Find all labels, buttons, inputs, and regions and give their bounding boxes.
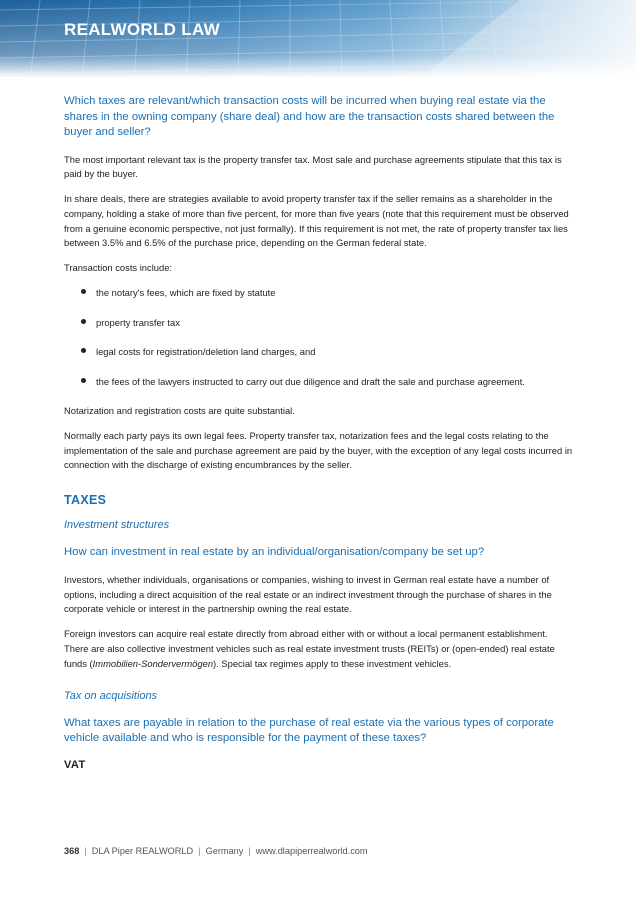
question-share-deal-taxes: Which taxes are relevant/which transaction costs will be incurred when buying real estate via the shares in the owning company (share deal) and how are the transaction costs shared between the buyer and seller? [64, 95, 555, 138]
paragraph: In share deals, there are strategies available to avoid property transfer tax if the seller remains as a shareholder in the company, holding a stake of more than five percent, for more than five years (note that this requirement must be observed from a genuine economic perspective, not just formally). If this requirement is not met, the rate of property transfer tax lies between 3.5% and 6.5% of the purchase price, depending on the German federal state. [64, 193, 569, 249]
subheading-investment-structures: Investment structures [64, 519, 170, 532]
question-investment-setup: How can investment in real estate by an individual/organisation/company be set up? [64, 546, 485, 559]
page-number: 368 [64, 846, 80, 856]
paragraph: The most important relevant tax is the property transfer tax. Most sale and purchase agreements stipulate that this tax is paid by the buyer. [64, 153, 562, 180]
footer-separator: | [198, 846, 201, 856]
section-heading-taxes: TAXES [64, 493, 107, 508]
paragraph: Normally each party pays its own legal fees. Property transfer tax, notarization fees and the legal costs relating to the implementation of the sale and purchase agreement are paid by the buyer, with the exception of any legal costs incurred in connection with the discharge of existing encumbrances by the seller. [64, 429, 573, 471]
paragraph: Transaction costs include: [64, 262, 173, 274]
footer-separator: | [84, 846, 87, 856]
paragraph [64, 627, 574, 671]
subheading-tax-on-acquisitions: Tax on acquisitions [64, 689, 158, 702]
question-acquisition-taxes: What taxes are payable in relation to the purchase of real estate via the various types of corporate vehicle available and who is responsible for the payment of these taxes? [64, 716, 554, 745]
list-item: property transfer tax [64, 316, 574, 329]
italic-term: Immobilien-Sondervermögen [92, 657, 214, 669]
list-item: legal costs for registration/deletion land charges, and [64, 345, 574, 358]
list-item: the notary's fees, which are fixed by statute [64, 286, 574, 299]
transaction-costs-list [64, 286, 574, 388]
page-footer [64, 846, 368, 856]
footer-separator: | [248, 846, 251, 856]
banner-title: REALWORLD LAW [64, 20, 220, 39]
footer-country: Germany [205, 846, 244, 856]
paragraph-text: Foreign investors can acquire real estate directly from abroad either with or without a local permanent establishment. There are also collective investment vehicles such as real estate investment trusts (REITs) or (open-ended) real estate funds ( [64, 628, 555, 669]
paragraph-text: ). Special tax regimes apply to these investment vehicles. [213, 657, 452, 669]
footer-publisher: DLA Piper REALWORLD [91, 846, 194, 856]
paragraph: Investors, whether individuals, organisations or companies, wishing to invest in German real estate have a number of options, including a direct acquisition of the real estate or an indirect investment through the purchase of shares in the corporate vehicle or interest in the partnership owning the real estate. [64, 573, 552, 615]
header-banner [0, 0, 636, 78]
list-item: the fees of the lawyers instructed to carry out due diligence and draft the sale and purchase agreement. [64, 375, 574, 388]
footer-url[interactable]: www.dlapiperrealworld.com [255, 846, 368, 856]
page-content [64, 94, 574, 771]
paragraph: Notarization and registration costs are quite substantial. [64, 405, 295, 417]
heading-vat: VAT [64, 758, 86, 771]
